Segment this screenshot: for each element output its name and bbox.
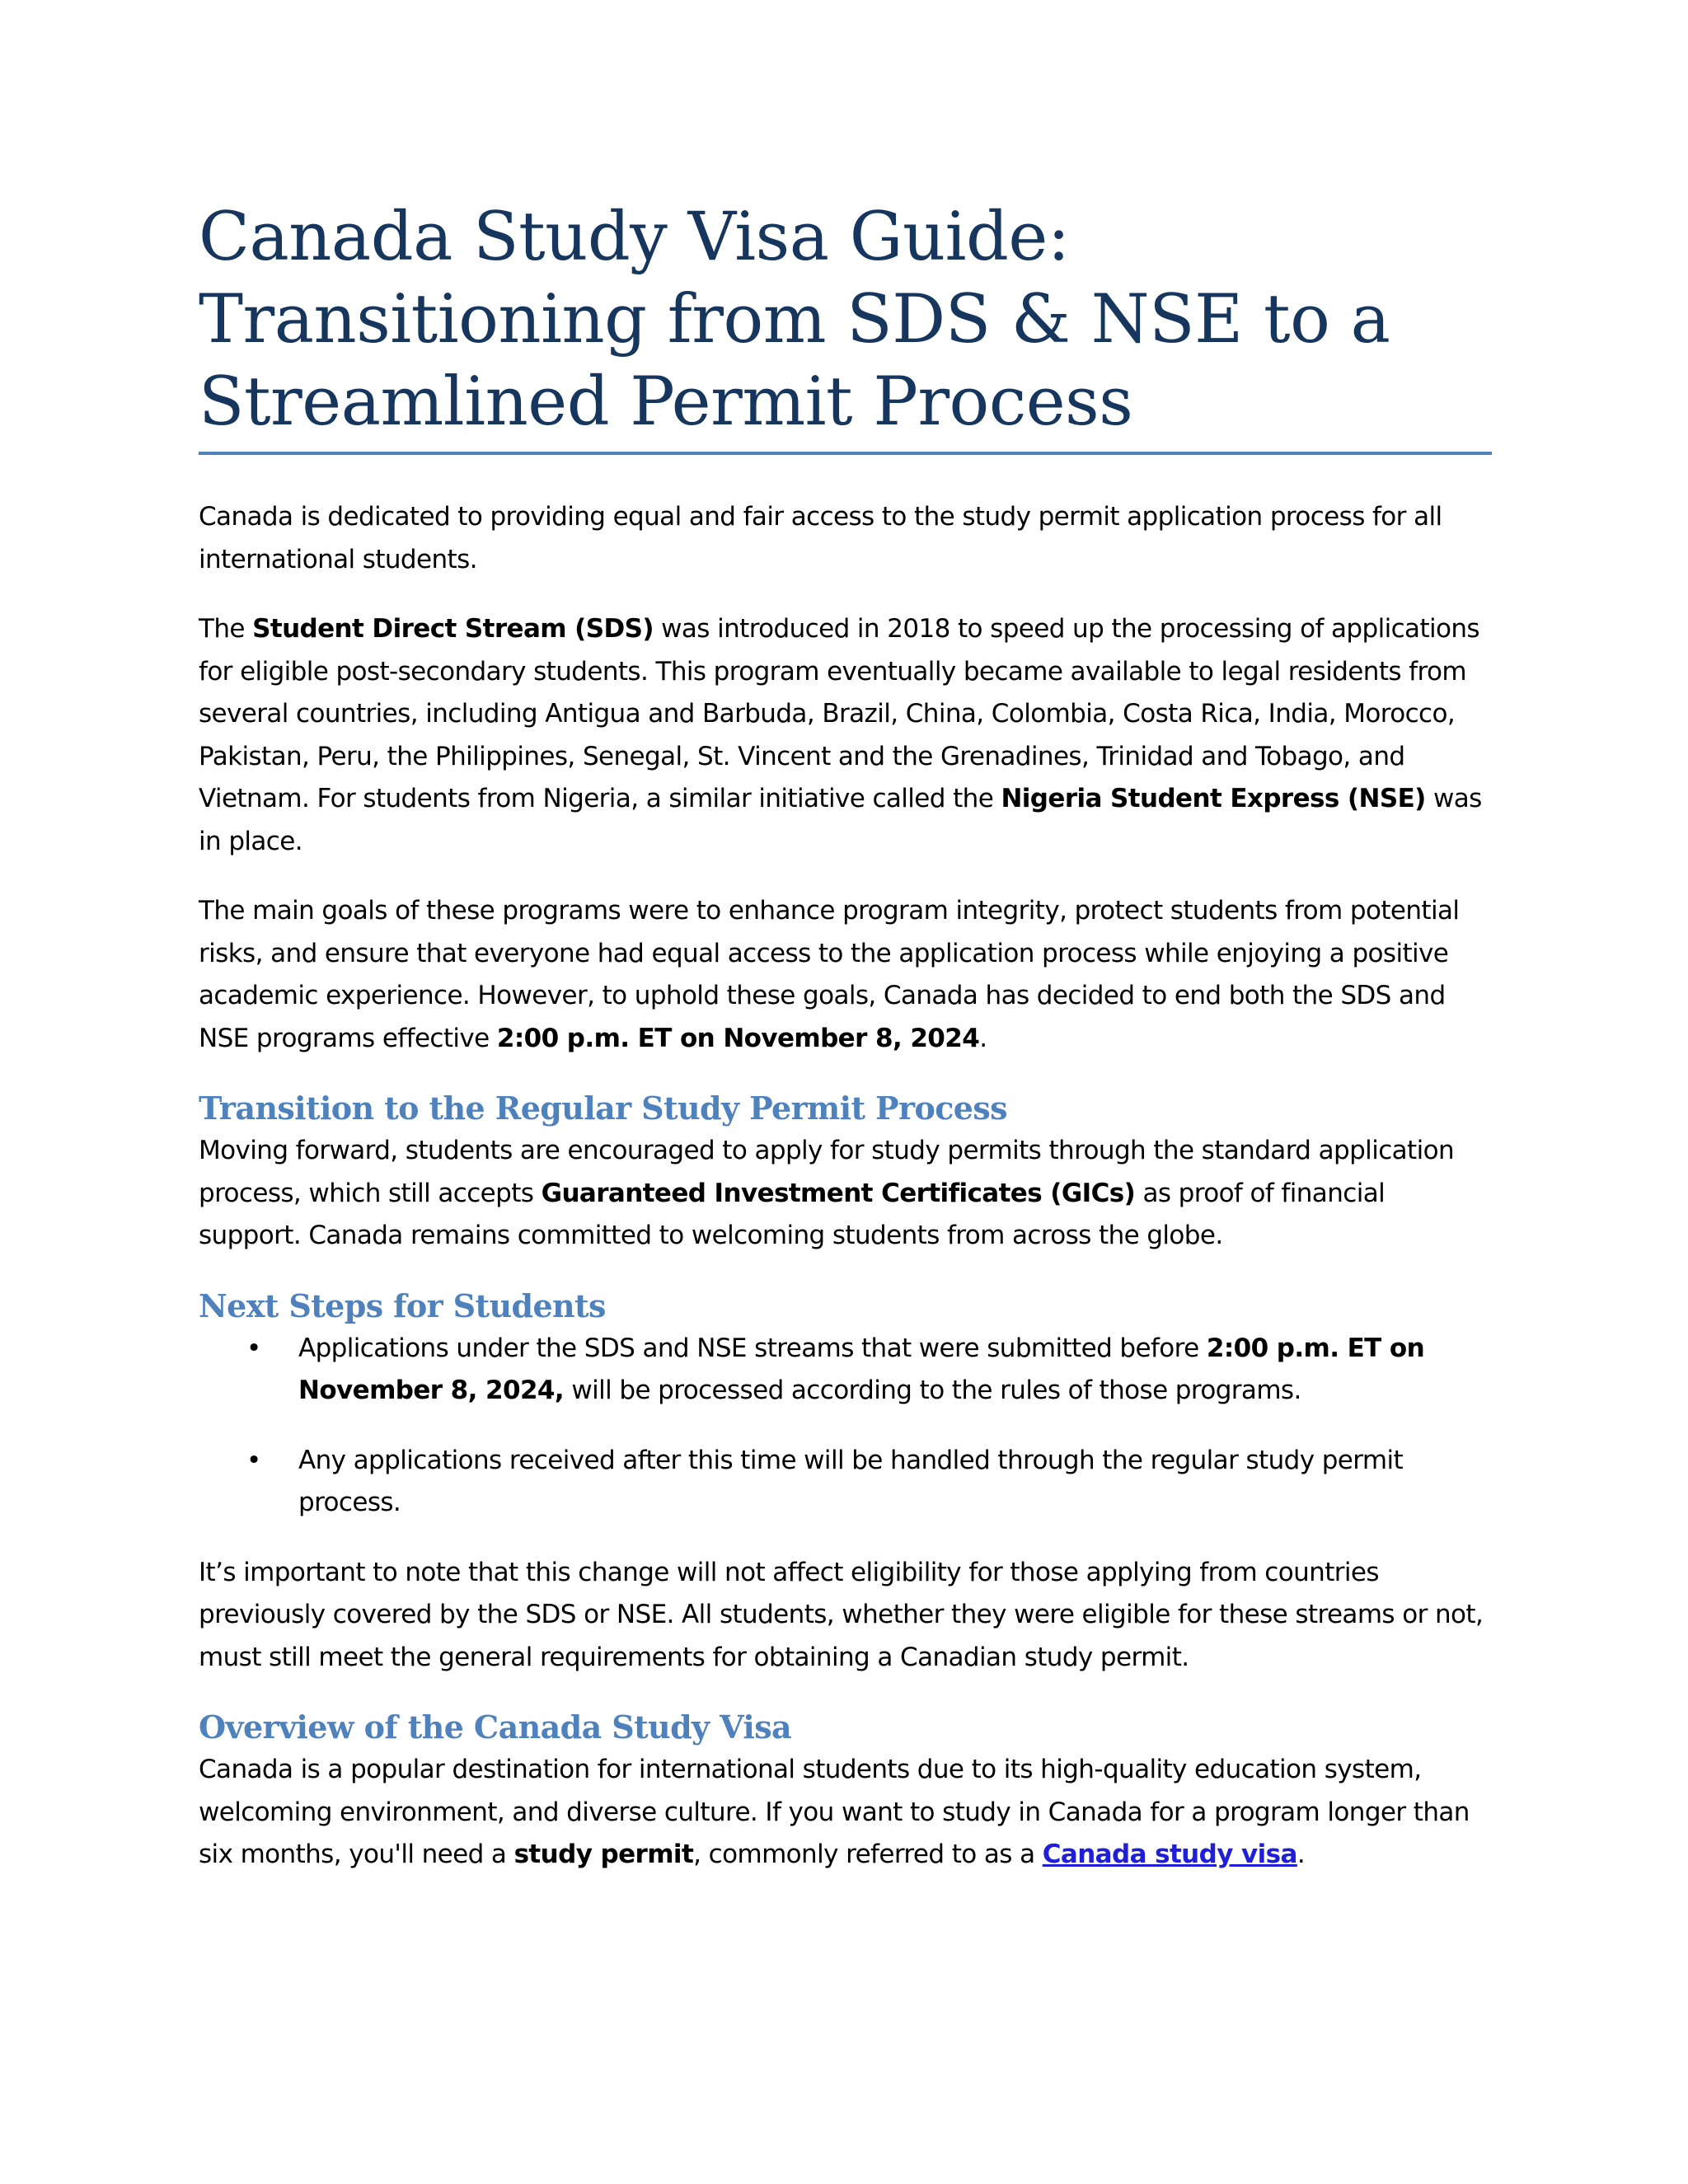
- goals-text-pre: The main goals of these programs were to enhance program integrity, protect students from potential risks, and ensure that everyone had equal access to the application process while enjoying a positive academic experience. However, to uphold these goals, Canada has decided to end both the SDS and NSE programs effective: [199, 896, 1460, 1053]
- bullet1-deadline: 2:00 p.m. ET on November 8, 2024,: [298, 1333, 1425, 1405]
- transition-text-post: as proof of financial support. Canada remains committed to welcoming students from across the globe.: [199, 1178, 1386, 1250]
- sds-text-mid: was introduced in 2018 to speed up the processing of applications for eligible post-secondary students. This program eventually became available to legal residents from several countries, including Antigua and Barbuda, Brazil, China, Colombia, Costa Rica, India, Morocco, Pakistan, Peru, the Philippines, Senegal, St. Vincent and the Grenadines, Trinidad and Tobago, and Vietnam. For students from Nigeria, a similar initiative called the: [199, 614, 1479, 813]
- next-steps-list: [199, 1328, 1492, 1525]
- overview-paragraph: [199, 1749, 1492, 1877]
- transition-heading: Transition to the Regular Study Permit Process: [199, 1090, 1007, 1127]
- sds-text-pre: The: [199, 614, 253, 644]
- next-steps-heading: Next Steps for Students: [199, 1286, 606, 1324]
- overview-text-post: .: [1296, 1840, 1306, 1869]
- list-item: [246, 1440, 1492, 1525]
- list-item: [246, 1328, 1492, 1413]
- goals-text-post: .: [979, 1023, 987, 1053]
- canada-study-visa-link[interactable]: Canada study visa: [1042, 1840, 1297, 1869]
- nse-name: Nigeria Student Express (NSE): [1001, 784, 1426, 813]
- bullet2-text: Any applications received after this time will be handled through the regular study permit process.: [298, 1445, 1404, 1517]
- transition-text-pre: Moving forward, students are encouraged to apply for study permits through the standard application process, which still accepts: [199, 1136, 1455, 1208]
- eligibility-note-paragraph: It’s important to note that this change will not affect eligibility for those applying from countries previously covered by the SDS or NSE. All students, whether they were eligible for these streams or not, must still meet the general requirements for obtaining a Canadian study permit.: [199, 1557, 1484, 1672]
- program-end-deadline: 2:00 p.m. ET on November 8, 2024: [496, 1023, 980, 1053]
- sds-paragraph: [199, 608, 1492, 863]
- transition-paragraph: [199, 1130, 1492, 1258]
- goals-paragraph: [199, 890, 1492, 1060]
- overview-text-mid: , commonly referred to as a: [693, 1840, 1043, 1869]
- study-permit-term: study permit: [513, 1840, 694, 1869]
- sds-name: Student Direct Stream (SDS): [252, 614, 654, 644]
- intro-paragraph: Canada is dedicated to providing equal and fair access to the study permit application process for all international students.: [199, 502, 1442, 574]
- bullet1-text-post: will be processed according to the rules of those programs.: [564, 1376, 1301, 1405]
- document-page: [199, 196, 1492, 1904]
- bullet-icon: •: [246, 1333, 261, 1363]
- sds-text-post: was in place.: [199, 784, 1482, 856]
- gic-term: Guaranteed Investment Certificates (GICs): [541, 1178, 1136, 1208]
- bullet-icon: •: [246, 1445, 261, 1475]
- bullet1-text-pre: Applications under the SDS and NSE streams that were submitted before: [298, 1333, 1207, 1363]
- document-title: Canada Study Visa Guide: Transitioning from SDS & NSE to a Streamlined Permit Process: [199, 199, 1390, 441]
- overview-heading: Overview of the Canada Study Visa: [199, 1708, 792, 1746]
- title-divider: [199, 452, 1492, 455]
- overview-text-pre: Canada is a popular destination for international students due to its high-quality education system, welcoming environment, and diverse culture. If you want to study in Canada for a program longer than six months, you'll need a: [199, 1755, 1470, 1869]
